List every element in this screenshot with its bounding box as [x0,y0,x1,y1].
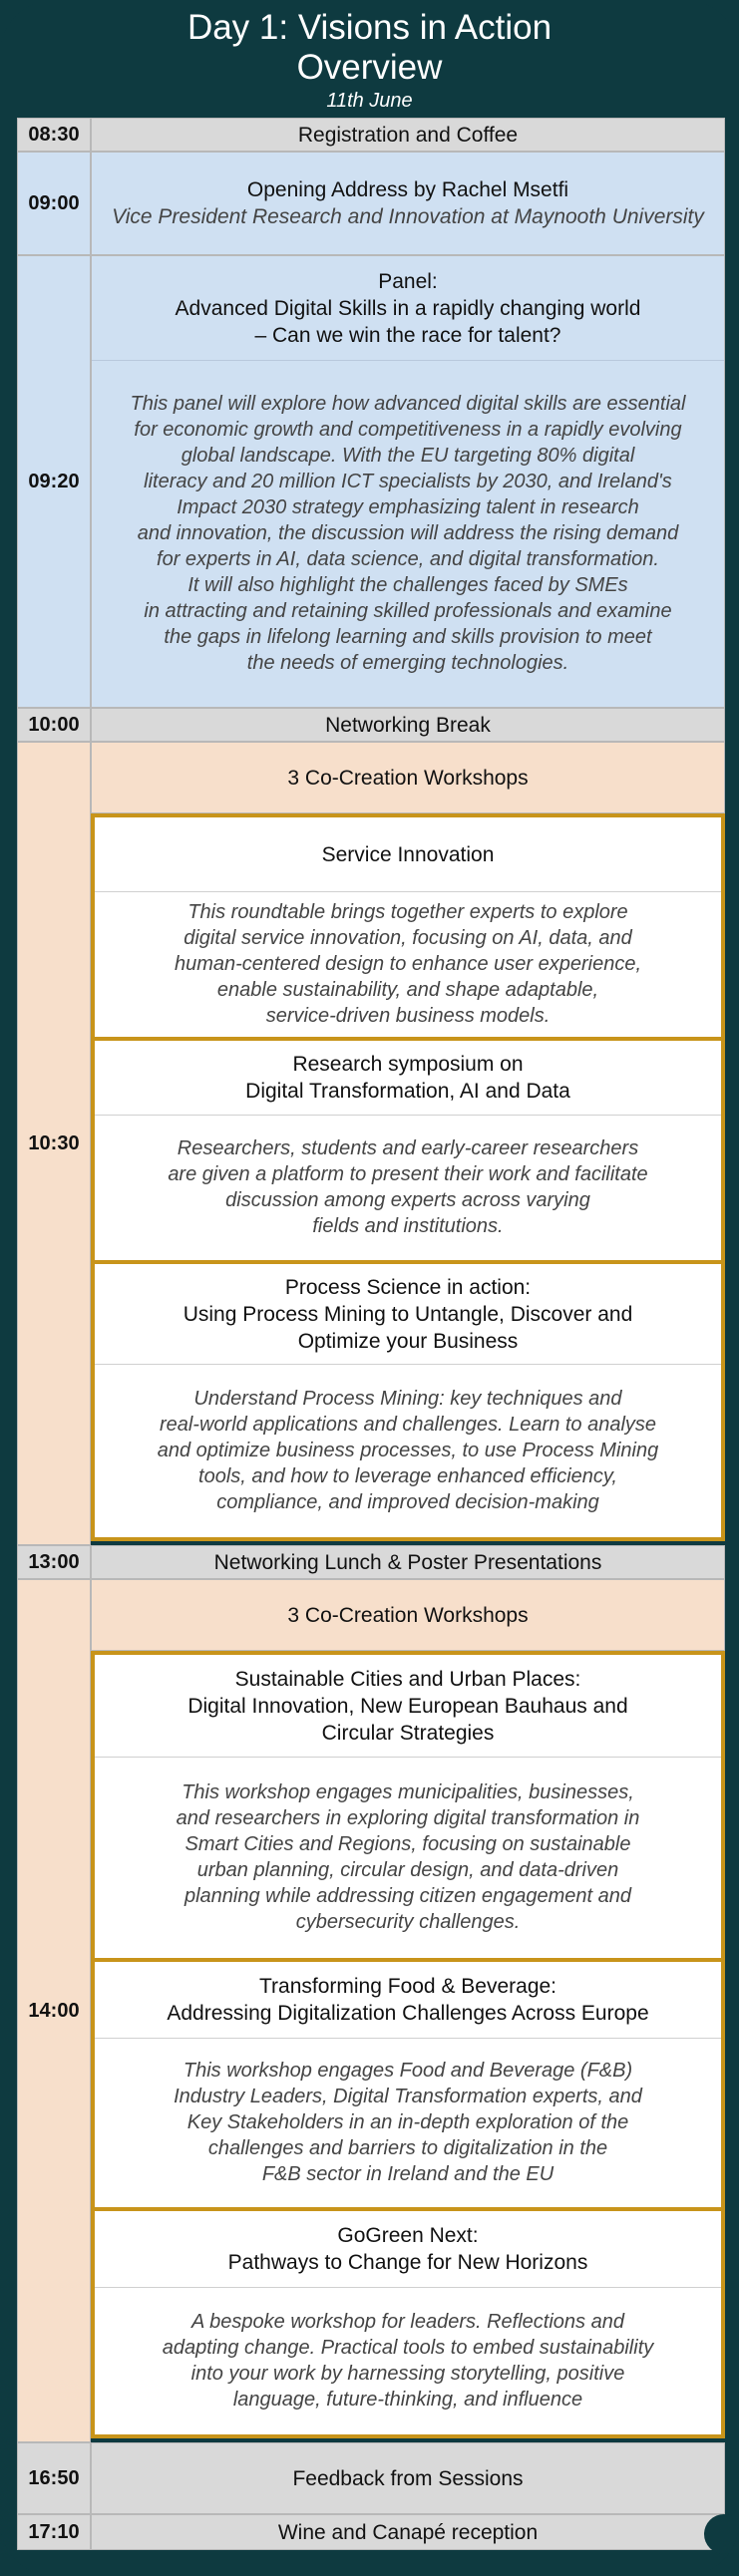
workshop-desc-line: cybersecurity challenges. [295,1911,521,1933]
workshop-title-line: Transforming Food & Beverage: [258,1975,557,1998]
event-networking-break: Networking Break [91,708,725,742]
time-1030: 10:30 [17,742,91,1545]
panel-desc-line: Impact 2030 strategy emphasizing talent in research [177,496,639,518]
event-opening-address [91,152,725,255]
panel-desc-line: It will also highlight the challenges faced by SMEs [187,574,628,596]
event-wine-reception: Wine and Canapé reception [91,2514,725,2550]
workshop-desc-line: Smart Cities and Regions, focusing on sustainable [185,1833,631,1855]
workshop-desc-line: discussion among experts across varying [225,1189,590,1211]
opening-title: Opening Address by Rachel Msetfi [246,178,569,201]
panel-desc-line: This panel will explore how advanced digital skills are essential [130,393,686,415]
workshop-title [95,1041,721,1115]
time-1710: 17:10 [17,2514,91,2550]
workshop-food-beverage [91,1958,725,2211]
workshop-gogreen-next [91,2207,725,2438]
time-0920: 09:20 [17,255,91,708]
workshop-desc-line: planning while addressing citizen engagement and [184,1885,632,1907]
schedule-table [17,118,725,2550]
workshop-desc-line: urban planning, circular design, and data-driven [196,1859,619,1881]
workshop-title-line: Addressing Digitalization Challenges Across Europe [167,2002,649,2025]
time-1400: 14:00 [17,1579,91,2442]
panel-title-line: – Can we win the race for talent? [254,323,561,347]
workshop-desc-line: and optimize business processes, to use Process Mining [157,1440,659,1461]
workshop-desc-line: This roundtable brings together experts to explore [187,901,628,923]
workshop-title-line: Using Process Mining to Untangle, Discover and [183,1302,633,1326]
morning-workshops-heading: 3 Co-Creation Workshops [91,742,725,813]
workshop-desc-line: A bespoke workshop for leaders. Reflections and [191,2311,624,2333]
workshop-description [95,891,721,1037]
workshop-desc-line: into your work by harnessing storytelling, positive [190,2363,625,2385]
workshop-description [95,2287,721,2434]
event-networking-lunch: Networking Lunch & Poster Presentations [91,1545,725,1579]
title-line-2: Overview [296,48,443,87]
workshop-title-line: GoGreen Next: [337,2224,479,2247]
time-1000: 10:00 [17,708,91,742]
workshop-desc-line: service-driven business models. [265,1005,551,1027]
workshop-title [95,1264,721,1364]
workshop-desc-line: tools, and how to leverage enhanced efficiency, [198,1465,617,1487]
workshop-desc-line: Key Stakeholders in an in-depth exploration of the [186,2111,629,2133]
workshop-desc-line: fields and institutions. [312,1215,504,1237]
workshop-description [95,1757,721,1958]
panel-desc-line: the gaps in lifelong learning and skills provision to meet [164,626,652,648]
workshop-title-line: Sustainable Cities and Urban Places: [234,1667,581,1691]
time-0900: 09:00 [17,152,91,255]
workshop-desc-line: language, future-thinking, and influence [232,2389,583,2411]
event-registration: Registration and Coffee [91,118,725,152]
time-0830: 08:30 [17,118,91,152]
panel-desc-line: in attracting and retaining skilled professionals and examine [144,600,672,622]
workshop-desc-line: and researchers in exploring digital transformation in [176,1807,640,1829]
workshop-title-line: Research symposium on [292,1053,524,1076]
event-date: 11th June [326,90,413,112]
workshop-desc-line: challenges and barriers to digitalization in the [207,2137,608,2159]
panel-title-line: Panel: [378,269,438,293]
agenda-header [0,0,739,118]
workshop-research-symposium [91,1037,725,1264]
panel-desc-line: the needs of emerging technologies. [246,652,569,674]
page-title [0,0,739,88]
workshop-desc-line: real-world applications and challenges. Learn to analyse [159,1414,657,1436]
workshop-desc-line: enable sustainability, and shape adaptable, [216,979,599,1001]
panel-desc-line: for economic growth and competitiveness in a rapidly evolving [134,419,682,441]
workshop-desc-line: Industry Leaders, Digital Transformation experts, and [174,2086,642,2107]
workshop-title [95,2211,721,2287]
workshop-description [95,1115,721,1260]
workshop-title-line: Optimize your Business [297,1329,519,1353]
workshop-title-line: Pathways to Change for New Horizons [227,2251,588,2274]
workshop-title-line: Digital Transformation, AI and Data [245,1080,570,1103]
workshop-service-innovation [91,813,725,1041]
workshop-title [95,817,721,891]
afternoon-workshops-heading: 3 Co-Creation Workshops [91,1579,725,1651]
panel-description [92,360,724,707]
workshop-desc-line: adapting change. Practical tools to embed sustainability [162,2337,654,2359]
workshop-desc-line: digital service innovation, focusing on AI, data, and [184,927,632,949]
title-line-1: Day 1: Visions in Action [186,8,553,47]
workshop-desc-line: This workshop engages Food and Beverage (F&B) [183,2060,633,2082]
workshop-title-line: Process Science in action: [284,1275,532,1299]
workshop-desc-line: compliance, and improved decision-making [216,1491,599,1513]
opening-speaker-role: Vice President Research and Innovation at Maynooth University [112,205,704,228]
workshop-title [95,1655,721,1757]
workshop-process-science [91,1260,725,1541]
workshop-description [95,1364,721,1537]
panel-desc-line: for experts in AI, data science, and digital transformation. [157,548,659,570]
workshop-desc-line: Understand Process Mining: key techniques and [193,1388,622,1410]
panel-desc-line: and innovation, the discussion will address the rising demand [137,522,679,544]
time-1300: 13:00 [17,1545,91,1579]
workshop-sustainable-cities [91,1651,725,1962]
workshop-title [95,1962,721,2038]
workshop-title-line: Circular Strategies [321,1721,495,1745]
workshop-desc-line: This workshop engages municipalities, businesses, [182,1781,634,1803]
panel-desc-line: global landscape. With the EU targeting 80% digital [181,445,635,467]
workshop-desc-line: Researchers, students and early-career researchers [177,1137,639,1159]
workshop-title-line: Service Innovation [321,842,495,866]
workshop-desc-line: human-centered design to enhance user experience, [174,953,642,975]
workshop-title-line: Digital Innovation, New European Bauhaus and [187,1694,628,1718]
event-panel [91,255,725,708]
workshop-desc-line: are given a platform to present their work and facilitate [168,1163,648,1185]
panel-title [92,256,724,360]
time-1650: 16:50 [17,2442,91,2514]
workshop-desc-line: F&B sector in Ireland and the EU [261,2163,554,2185]
workshop-description [95,2038,721,2207]
panel-desc-line: literacy and 20 million ICT specialists by 2030, and Ireland's [144,471,672,492]
panel-title-line: Advanced Digital Skills in a rapidly changing world [175,296,641,320]
event-feedback: Feedback from Sessions [91,2442,725,2514]
corner-decoration [704,2514,739,2554]
